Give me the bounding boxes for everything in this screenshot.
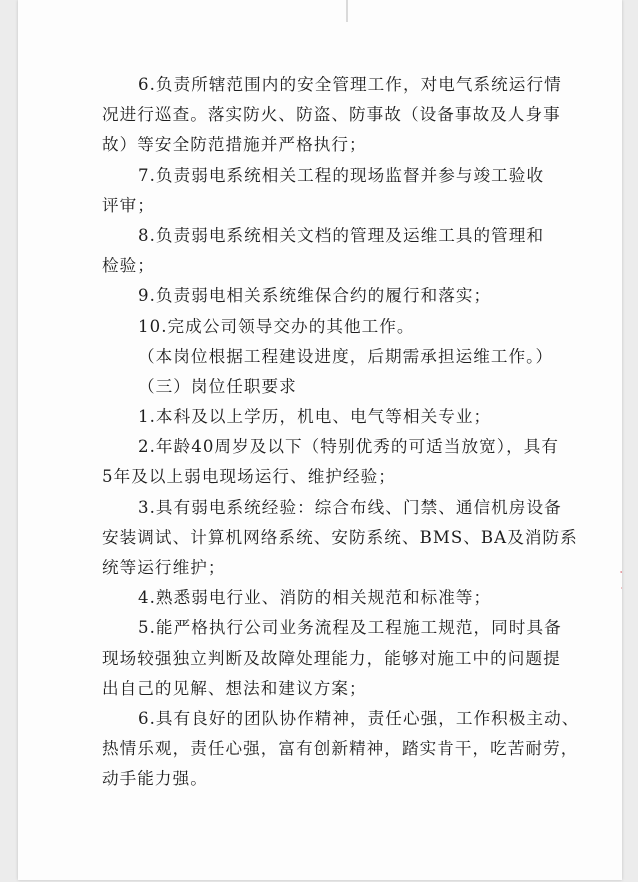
text-line: 安装调试、计算机网络系统、安防系统、BMS、BA及消防系 [102, 527, 578, 547]
text-line: 评审； [102, 195, 155, 215]
text-line: 现场较强独立判断及故障处理能力，能够对施工中的问题提 [102, 648, 561, 668]
text-line: 3.具有弱电系统经验：综合布线、门禁、通信机房设备 [138, 497, 562, 517]
text-line: 8.负责弱电系统相关文档的管理及运维工具的管理和 [138, 225, 545, 245]
text-line: 1.本科及以上学历，机电、电气等相关专业； [138, 407, 492, 427]
text-line: 6.负责所辖范围内的安全管理工作，对电气系统运行情 [138, 75, 562, 94]
text-line: 动手能力强。 [102, 769, 208, 789]
fold-mark [346, 0, 348, 22]
text-line: 5年及以上弱电现场运行、维护经验； [102, 467, 396, 487]
text-line: 出自己的见解、想法和建议方案； [102, 678, 367, 698]
document-page [18, 0, 622, 880]
text-line: 2.年龄40周岁及以下（特别优秀的可适当放宽），具有 [138, 437, 560, 457]
document-body [102, 70, 580, 795]
text-line: 10.完成公司领导交办的其他工作。 [138, 316, 415, 336]
text-line: 检验； [102, 256, 155, 276]
text-line: 统等运行维护； [102, 558, 226, 577]
text-line: 况进行巡查。落实防火、防盗、防事故（设备事故及人身事 [102, 105, 561, 125]
text-line: 9.负责弱电相关系统维保合约的履行和落实； [138, 286, 492, 306]
text-line: 6.具有良好的团队协作精神，责任心强，工作积极主动、 [138, 708, 580, 728]
text-line: 5.能严格执行公司业务流程及工程施工规范，同时具备 [138, 618, 562, 638]
text-line: 热情乐观，责任心强，富有创新精神，踏实肯干，吃苦耐劳， [102, 739, 579, 759]
seal-stamp-fragment [606, 566, 622, 696]
text-line: （本岗位根据工程建设进度，后期需承担运维工作。） [138, 346, 554, 366]
text-line: 7.负责弱电系统相关工程的现场监督并参与竣工验收 [138, 165, 545, 185]
text-line: 4.熟悉弱电行业、消防的相关规范和标准等； [138, 588, 492, 608]
text-line: （三）岗位任职要求 [138, 376, 297, 396]
text-line: 故）等安全防范措施并严格执行； [102, 135, 367, 155]
